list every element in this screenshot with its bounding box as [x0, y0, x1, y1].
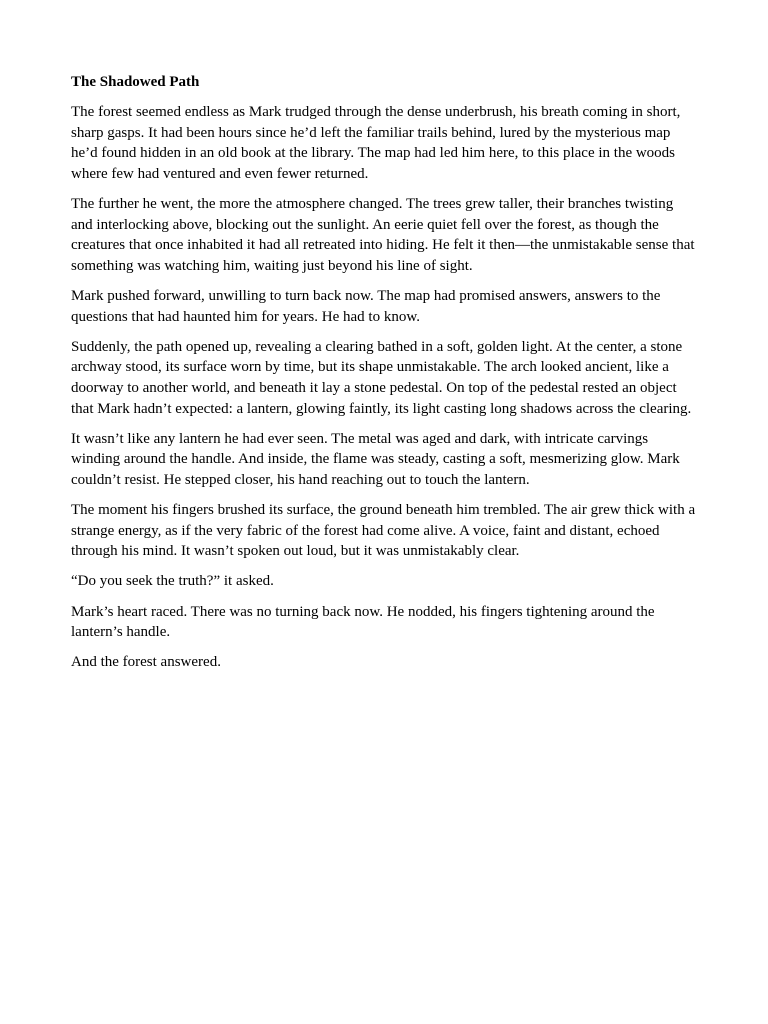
document-title: The Shadowed Path	[71, 74, 200, 90]
paragraph-7: “Do you seek the truth?” it asked.	[71, 573, 274, 590]
paragraph-3: Mark pushed forward, unwilling to turn back now. The map had promised answers, answers to the questions that had haunted him for years. He had to know.	[71, 287, 661, 325]
paragraph-1: The forest seemed endless as Mark trudged through the dense underbrush, his breath coming in short, sharp gasps. It had been hours since he’d left the familiar trails behind, lured by the mysterious map he’d found hidden in an old book at the library. The map had led him here, to this place in the woods where few had ventured and even fewer returned.	[71, 104, 681, 182]
paragraph-6: The moment his fingers brushed its surface, the ground beneath him trembled. The air grew thick with a strange energy, as if the very fabric of the forest had come alive. A voice, faint and distant, echoed through his mind. It wasn’t spoken out loud, but it was unmistakably clear.	[71, 502, 696, 560]
paragraph-4: Suddenly, the path opened up, revealing a clearing bathed in a soft, golden light. At the center, a stone archway stood, its surface worn by time, but its shape unmistakable. The arch looked ancient, like a doorway to another world, and beneath it lay a stone pedestal. On top of the pedestal rested an object that Mark hadn’t expected: a lantern, glowing faintly, its light casting long shadows across the clearing.	[71, 338, 692, 417]
document-page	[71, 72, 697, 683]
paragraph-8: Mark’s heart raced. There was no turning back now. He nodded, his fingers tightening around the lantern’s handle.	[71, 603, 655, 641]
paragraph-5: It wasn’t like any lantern he had ever seen. The metal was aged and dark, with intricate carvings winding around the handle. And inside, the flame was steady, casting a soft, mesmerizing glow. Mark couldn’t resist. He stepped closer, his hand reaching out to touch the lantern.	[71, 430, 680, 488]
paragraph-9: And the forest answered.	[71, 654, 221, 671]
paragraph-2: The further he went, the more the atmosphere changed. The trees grew taller, their branches twisting and interlocking above, blocking out the sunlight. An eerie quiet fell over the forest, as though the creatures that once inhabited it had all retreated into hiding. He felt it then—the unmistakable sense that something was watching him, waiting just beyond his line of sight.	[71, 195, 695, 274]
